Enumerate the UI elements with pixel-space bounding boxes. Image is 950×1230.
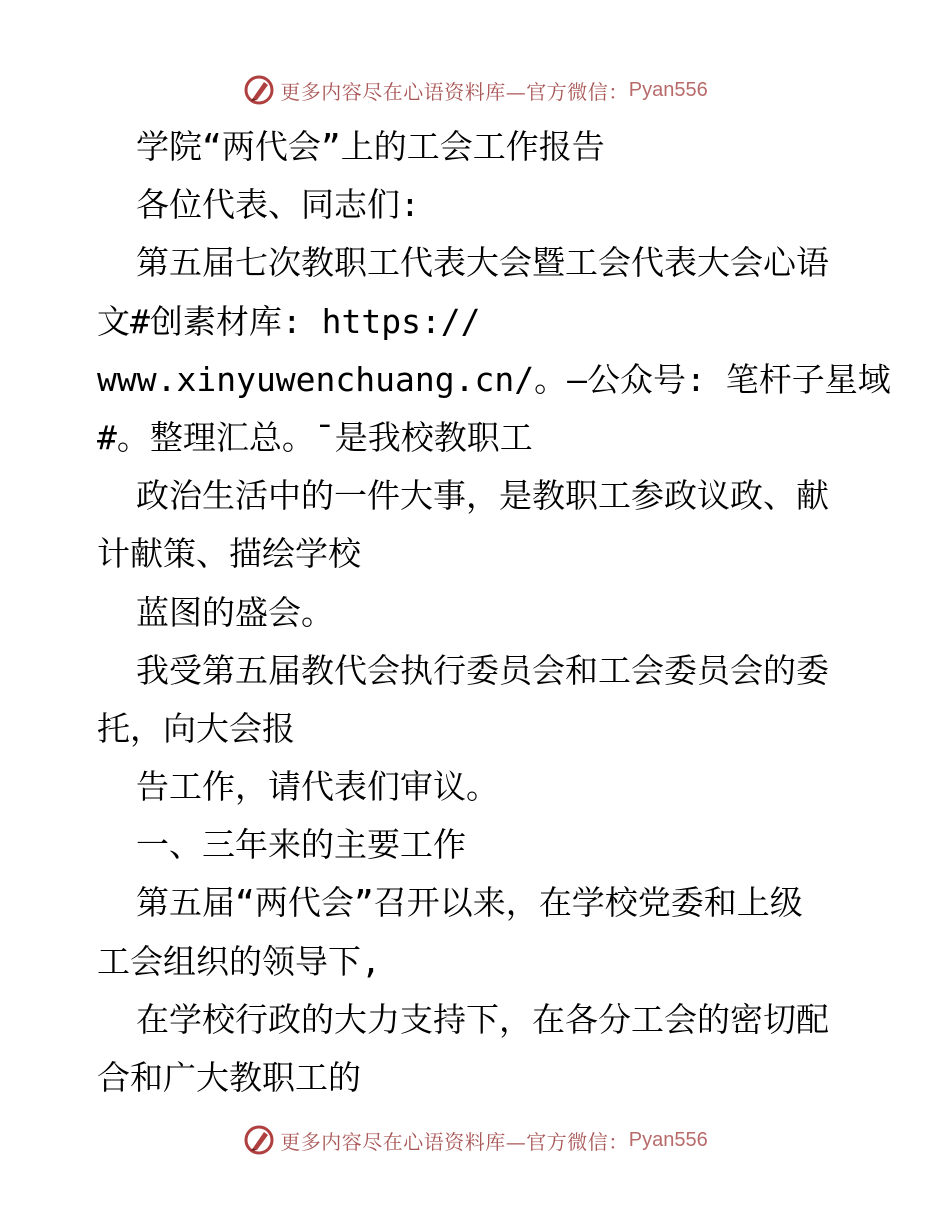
paragraph-line: 政治生活中的一件大事，是教职工参政议政、献 (136, 476, 829, 516)
paragraph-line: 一、三年来的主要工作 (136, 825, 466, 865)
pen-logo-icon (242, 73, 276, 107)
paragraph-line: 合和广大教职工的 (97, 1058, 361, 1097)
paragraph-line: 告工作，请代表们审议。 (136, 767, 499, 807)
banner-text: 更多内容尽在心语资料库—官方微信： (280, 79, 629, 104)
paragraph-line: 蓝图的盛会。 (136, 592, 334, 632)
header-watermark-banner (0, 70, 950, 110)
paragraph-line: 第五届七次教职工代表大会暨工会代表大会心语 (136, 243, 829, 283)
paragraph-line: 各位代表、同志们: (136, 185, 420, 225)
paragraph-line: 我受第五届教代会执行委员会和工会委员会的委 (136, 650, 829, 690)
footer-watermark-banner (0, 1120, 950, 1160)
banner-text: 更多内容尽在心语资料库—官方微信： (280, 1129, 629, 1154)
paragraph-line: 第五届“两代会”召开以来，在学校党委和上级 (136, 883, 803, 923)
paragraph-line: 计献策、描绘学校 (97, 534, 361, 574)
paragraph-line: 工会组织的领导下, (97, 941, 381, 981)
banner-wechat-id: Pyan556 (628, 78, 708, 101)
paragraph-line: 托，向大会报 (97, 708, 295, 748)
pen-logo-icon (242, 1123, 276, 1157)
paragraph-line: 在学校行政的大力支持下，在各分工会的密切配 (136, 999, 829, 1039)
paragraph-line: #。整理汇总。¯是我校教职工 (97, 417, 533, 457)
paragraph-line: 学院“两代会”上的工会工作报告 (136, 127, 605, 166)
paragraph-line: www.xinyuwenchuang.cn/。—公众号: 笔杆子星域 (97, 359, 891, 399)
document-body (97, 118, 891, 1107)
paragraph-line: 文#创素材库: https:// (97, 301, 481, 341)
banner-wechat-id: Pyan556 (628, 1128, 708, 1151)
